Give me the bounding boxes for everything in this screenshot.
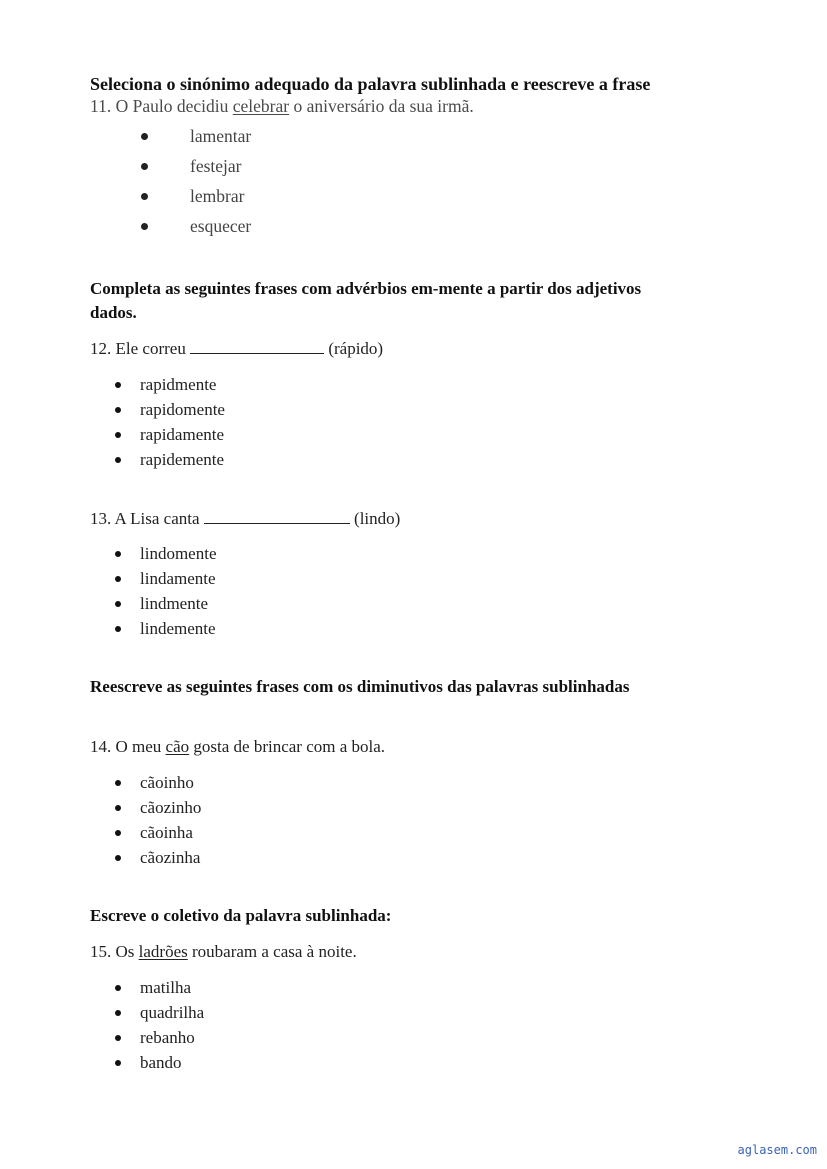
question-text: 15. Os [90,942,139,961]
bullet-icon [115,855,121,861]
source-watermark: aglasem.com [737,1143,817,1157]
underlined-word: ladrões [138,942,188,961]
bullet-icon [115,985,121,991]
question-text: roubaram a casa à noite. [187,942,357,961]
question-hint: (rápido) [324,339,384,358]
option-label: esquecer [190,216,252,236]
option-label: rapidomente [140,400,225,419]
answer-blank[interactable] [190,339,324,354]
question-hint: (lindo) [349,509,401,528]
section-heading-collective: Escreve o coletivo da palavra sublinhada: [90,906,392,925]
bullet-icon [141,223,148,230]
bullet-icon [115,805,121,811]
option-label: bando [140,1053,182,1072]
underlined-word: celebrar [232,96,290,116]
option-label: rebanho [140,1028,195,1047]
option-label: rapidmente [140,375,217,394]
question-text: O Paulo decidiu [115,96,233,116]
question-text: gosta de brincar com a bola. [189,737,386,756]
bullet-icon [115,830,121,836]
option-label: cãozinha [140,848,201,867]
bullet-icon [141,193,148,200]
bullet-icon [141,133,148,140]
question-12 [90,338,383,360]
bullet-icon [115,576,121,582]
option-label: lindomente [140,544,217,563]
question-text: 12. Ele correu [90,339,191,358]
bullet-icon [115,626,121,632]
bullet-icon [115,432,121,438]
option-label: lindemente [140,619,216,638]
option-label: matilha [140,978,191,997]
option-label: quadrilha [140,1003,205,1022]
bullet-icon [115,382,121,388]
section-heading-diminutives: Reescreve as seguintes frases com os diminutivos das palavras sublinhadas [90,677,630,696]
section-heading-adverbs: Completa as seguintes frases com advérbios em-mente a partir dos adjetivos [90,279,642,298]
option-label: cãoinho [140,773,194,792]
question-text: o aniversário da sua irmã. [289,96,474,116]
question-15 [90,941,357,963]
option-label: lindmente [140,594,208,613]
bullet-icon [115,1010,121,1016]
question-13 [90,508,400,530]
bullet-icon [115,1035,121,1041]
question-14 [90,736,385,758]
option-label: lindamente [140,569,216,588]
section-heading-synonym: Seleciona o sinónimo adequado da palavra sublinhada e reescreve a frase [90,74,651,94]
answer-blank[interactable] [204,509,350,524]
bullet-icon [115,407,121,413]
bullet-icon [115,601,121,607]
bullet-icon [141,163,148,170]
option-label: rapidamente [140,425,225,444]
option-label: lamentar [190,126,252,146]
question-number: 11. [90,96,112,116]
question-text: 13. A Lisa canta [90,509,204,528]
option-label: cãoinha [140,823,193,842]
option-label: rapidemente [140,450,225,469]
option-label: lembrar [190,186,245,206]
bullet-icon [115,780,121,786]
section-heading-adverbs-cont: dados. [90,303,137,322]
option-label: festejar [190,156,242,176]
bullet-icon [115,457,121,463]
question-text: 14. O meu [90,737,166,756]
bullet-icon [115,551,121,557]
underlined-word: cão [165,737,190,756]
question-11 [90,95,474,117]
bullet-icon [115,1060,121,1066]
option-label: cãozinho [140,798,202,817]
